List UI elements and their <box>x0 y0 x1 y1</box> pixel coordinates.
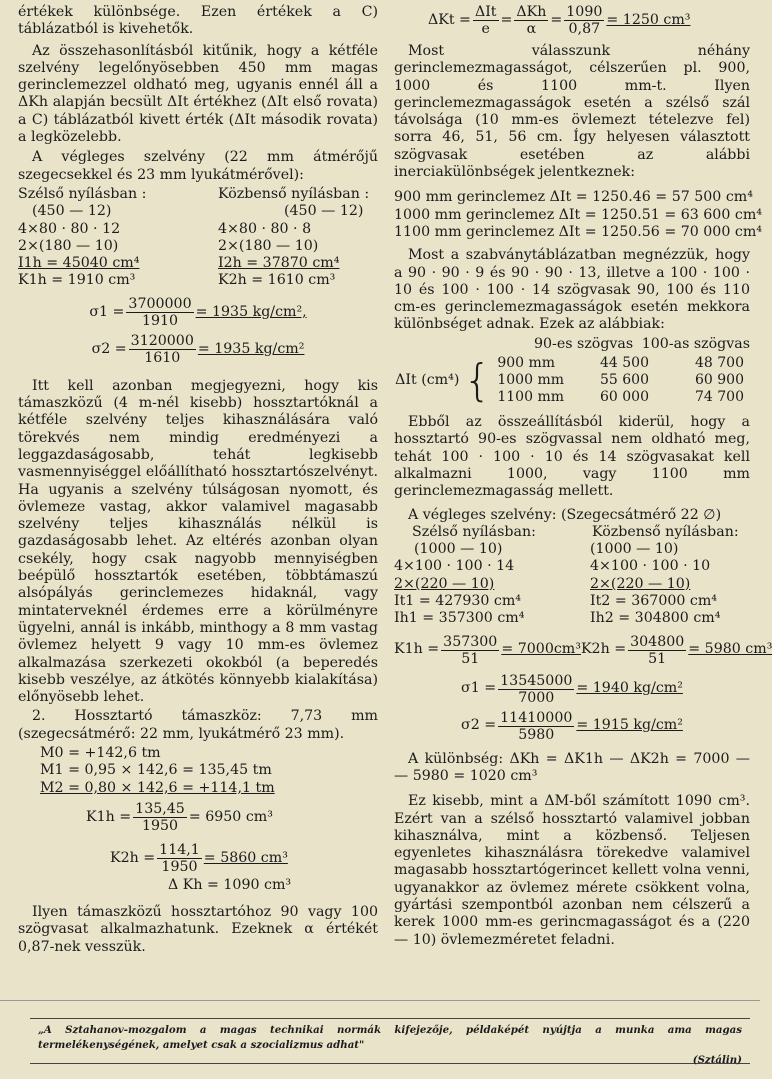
cell: 1100 mm <box>497 389 564 406</box>
equation: M2 = 0,80 × 142,6 = +114,1 tm <box>40 779 275 796</box>
cell: I2h = 37870 cm⁴ <box>218 255 340 272</box>
cell: 900 mm <box>497 355 556 372</box>
fraction <box>133 801 187 834</box>
paragraph: Ez kisebb, mint a ΔM-ből számított 1090 cm³. Ezért van a szélső hossztartó valamivel jobban kihasználva, mint a közbenső. Teljesen egyenletes kihasználásra törekedve valamivel magasabb hossztartógerincet kellett volna venni, ugyanakkor az övlemez mérete csökkent volna, gyártási szempontból azonban nem célszerű a kerek 1000 mm-es gerincmagasságot és a (220 — 10) övlemezméretet feladni. <box>394 793 750 948</box>
paragraph: Ebből az összeállításból kiderül, hogy a hossztartó 90-es szögvassal nem oldható meg, tehát 100 · 100 · 10 és 14 szögvasakat kell alkalmazni 1000, vagy 1100 mm gerinclemezmagasság mellett. <box>394 414 750 500</box>
numerator: ΔIt <box>474 4 497 20</box>
table-row <box>18 203 378 220</box>
table-row <box>491 372 750 389</box>
denominator: e <box>481 21 490 37</box>
eq-lhs: σ1 = <box>89 303 125 320</box>
fraction <box>129 333 196 366</box>
cell: (450 — 12) <box>32 203 112 220</box>
eq-lhs: K1h = <box>86 808 132 825</box>
denominator: 7000 <box>518 689 555 706</box>
cell: 4×80 · 80 · 12 <box>18 220 121 237</box>
cell: (450 — 12) <box>284 203 364 220</box>
cell: 55 600 <box>600 372 649 389</box>
section-table-header <box>394 524 750 541</box>
equation: M0 = +142,6 tm <box>40 744 161 761</box>
brace-icon: { <box>463 354 492 406</box>
cell: 48 700 <box>695 355 744 372</box>
eq-rhs: = 1935 kg/cm² <box>197 340 305 357</box>
numerator: ΔKh <box>516 4 547 20</box>
cell: 4×100 · 100 · 10 <box>590 558 711 575</box>
list-item: 1000 mm gerinclemez ΔIt = 1250.51 = 63 600 cm⁴ <box>394 206 762 223</box>
equation <box>394 4 750 37</box>
cell: 60 900 <box>695 372 744 389</box>
column-heading: Közbenső nyílásban : <box>218 185 370 202</box>
numerator: 304800 <box>630 633 685 650</box>
cell: K1h = 1910 cm³ <box>18 272 136 289</box>
equation <box>18 842 378 875</box>
numerator: 3120000 <box>130 332 194 349</box>
fraction <box>514 4 548 37</box>
equation <box>18 296 378 329</box>
cell: I1h = 45040 cm⁴ <box>18 255 140 272</box>
eq-lhs: K2h = <box>580 641 627 658</box>
cell: K2h = 1610 cm³ <box>218 272 336 289</box>
paragraph: értékek különbsége. Ezen értékek a C) táblázatból is kivehetők. <box>18 4 378 38</box>
column-heading: Szélső nyílásban : <box>18 185 147 202</box>
table-header <box>394 336 750 353</box>
paragraph: 2. Hossztartó támaszköz: 7,73 mm (szegecsátmérő: 22 mm, lyukátmérő 23 mm). <box>18 708 378 742</box>
cell: 2×(220 — 10) <box>590 575 691 592</box>
numerator: 3700000 <box>128 295 192 312</box>
inertia-table <box>394 355 750 406</box>
paragraph: A különbség: ΔKh = ΔK1h — ΔK2h = 7000 — — 5980 = 1020 cm³ <box>394 750 750 784</box>
table-row <box>18 272 378 289</box>
denominator: 1910 <box>141 312 179 329</box>
cell: It2 = 367000 cm⁴ <box>590 593 717 610</box>
column-heading: 100-as szögvas <box>641 335 750 352</box>
eq-rhs: = 1915 kg/cm² <box>576 717 683 734</box>
inertia-list <box>394 189 762 241</box>
eq-rhs: = 1940 kg/cm² <box>576 680 683 697</box>
divider <box>0 1000 760 1001</box>
numerator: 357300 <box>443 633 498 650</box>
table-row <box>394 558 750 575</box>
left-column <box>18 4 378 956</box>
equation <box>394 633 772 667</box>
list-item: 900 mm gerinclemez ΔIt = 1250.46 = 57 500 cm⁴ <box>394 189 753 206</box>
eq-rhs: = 1935 kg/cm², <box>195 303 307 320</box>
denominator: α <box>526 21 537 37</box>
numerator: 135,45 <box>135 800 185 817</box>
eq-lhs: ΔKt = <box>428 11 471 28</box>
column-heading: 90-es szögvas <box>534 335 634 352</box>
footer-quote: „A Sztahanov-mozgalom a magas technikai normák kifejezője, példaképét nyújtja a munka ama magas termelékenységének, amelyet csak a szocializmus adhat" <box>38 1024 742 1051</box>
eq-lhs: σ1 = <box>461 680 497 697</box>
equation <box>394 673 750 706</box>
cell: It1 = 427930 cm⁴ <box>394 593 521 610</box>
fraction <box>628 634 686 667</box>
denominator: 51 <box>648 650 667 667</box>
paragraph: Most a szabványtáblázatban megnézzük, hogy a 90 · 90 · 9 és 90 · 90 · 13, illetve a 100 · 100 · 10 és 100 · 100 · 14 szögvasak 90, 100 és 110 cm-es gerinclemezmagasságok esetén mekkora különbséget adnak. Ezek az alábbiak: <box>394 247 750 333</box>
numerator: 13545000 <box>500 672 573 689</box>
fraction <box>473 4 499 37</box>
cell: Ih2 = 304800 cm⁴ <box>590 610 721 627</box>
denominator: 1950 <box>141 817 179 834</box>
equation: M1 = 0,95 × 142,6 = 135,45 tm <box>40 762 272 779</box>
eq-rhs: = 7000cm³ <box>501 641 581 658</box>
cell: 4×80 · 80 · 8 <box>218 220 312 237</box>
equals: = <box>550 11 563 28</box>
moment-block <box>18 745 378 797</box>
cell: 2×(180 — 10) <box>18 237 119 254</box>
equation <box>18 801 378 834</box>
fraction <box>498 710 574 743</box>
eq-rhs: = 6950 cm³ <box>188 808 273 825</box>
table-row <box>394 610 750 627</box>
table-row <box>491 355 750 372</box>
denominator: 0,87 <box>568 21 601 37</box>
table-row <box>18 255 378 272</box>
denominator: 51 <box>461 650 480 667</box>
fraction <box>564 4 604 37</box>
numerator: 1090 <box>566 4 603 20</box>
denominator: 5980 <box>518 726 555 743</box>
table-row <box>491 389 750 406</box>
eq-lhs: K2h = <box>110 849 156 866</box>
paragraph: A végleges szelvény: (Szegecsátmérő 22 ∅) <box>408 506 722 523</box>
column-heading: Szélső nyílásban: <box>412 523 536 540</box>
right-column <box>394 4 772 949</box>
paragraph: Itt kell azonban megjegyezni, hogy kis támaszközű (4 m-nél kisebb) hossztartóknál a kétféle szelvény teljes kihasználására való törekvés nem mindig eredményezi a leggazdaságosabb, tehát legkisebb vasmennyiséggel előállítható hossztartószelvényt. Ha ugyanis a szelvény túlságosan nyomott, és övlemeze vastag, akkor valamivel magasabb szelvény teljes kihasználás nélkül is gazdaságosabb lehet. Az eltérés azonban olyan csekély, hogy csak nagyobb mennyiségben beépülő hossztartók esetében, többtámaszú alsópályás gerinclemezes hidaknál, vagy mintaterveknél érdemes erre a körülményre ügyelni, annál is inkább, minthogy a 8 mm vastag övlemez helyett 9 vagy 10 mm-es övlemez alkalmazása szerkezeti okokból (a beperedés kisebb veszélye, az átkötés könnyebb kialakítása) előnyösebb lehet. <box>18 377 378 706</box>
fraction <box>441 634 499 667</box>
equation <box>18 333 378 366</box>
equals: = <box>500 11 513 28</box>
fraction <box>126 296 193 329</box>
table-row <box>394 576 750 593</box>
fraction <box>498 673 574 706</box>
equation <box>394 710 750 743</box>
paragraph: Ilyen támaszközű hossztartóhoz 90 vagy 100 szögvasat alkalmazhatunk. Ezeknek α értékét 0,87-nek vesszük. <box>18 904 378 955</box>
column-heading: Közbenső nyílásban: <box>592 523 739 540</box>
fraction <box>157 842 202 875</box>
table-row <box>394 541 750 558</box>
cell: 4×100 · 100 · 14 <box>394 558 515 575</box>
cell: 44 500 <box>600 355 649 372</box>
equation: Δ Kh = 1090 cm³ <box>168 876 292 893</box>
list-item: 1100 mm gerinclemez ΔIt = 1250.56 = 70 000 cm⁴ <box>394 223 762 240</box>
table-label: ΔIt (cm⁴) <box>395 371 460 388</box>
eq-rhs: = 1250 cm³ <box>606 11 691 28</box>
cell: 2×(180 — 10) <box>218 237 319 254</box>
eq-lhs: σ2 = <box>461 717 497 734</box>
paragraph: Most válasszunk néhány gerinclemezmagasságot, célszerűen pl. 900, 1000 és 1100 mm-t. Ilyen gerinclemezmagasságok esetén a szélső szál távolsága (10 mm-es övlemezt tételezve fel) sorra 46, 51, 56 cm. Így helyesen választott szögvasak esetében az alábbi inerciakülönbségek jelentkeznek: <box>394 43 750 181</box>
eq-rhs: = 5980 cm³ <box>688 641 772 658</box>
cell: 60 000 <box>600 389 649 406</box>
table-row <box>18 221 378 238</box>
numerator: 11410000 <box>500 709 573 726</box>
cell: (1000 — 10) <box>414 541 503 558</box>
cell: 74 700 <box>695 389 744 406</box>
table-row <box>18 238 378 255</box>
section-table-header <box>18 186 378 203</box>
data-table <box>491 355 750 406</box>
cell: 1000 mm <box>497 372 564 389</box>
cell: Ih1 = 357300 cm⁴ <box>394 610 525 627</box>
paragraph: Az összehasonlításból kitűnik, hogy a kétféle szelvény legelőnyösebben 450 mm magas gerinclemezzel oldható meg, ugyanis ennél áll a ΔKh alapján becsült ΔIt értékhez (ΔIt első rovata) a C) táblázatból kivett érték (ΔIt második rovata) a legközelebb. <box>18 42 378 146</box>
table-row <box>394 593 750 610</box>
numerator: 114,1 <box>159 841 200 858</box>
eq-lhs: K1h = <box>394 641 440 658</box>
denominator: 1950 <box>161 858 198 875</box>
footer-quote-box <box>30 1018 750 1064</box>
footer-source: (Sztálin) <box>692 1054 742 1066</box>
cell: 2×(220 — 10) <box>394 575 495 592</box>
eq-rhs: = 5860 cm³ <box>203 849 288 866</box>
paragraph: A végleges szelvény (22 mm átmérőjű szegecsekkel és 23 mm lyukátmérővel): <box>18 149 378 183</box>
denominator: 1610 <box>144 349 181 366</box>
cell: (1000 — 10) <box>590 541 679 558</box>
eq-lhs: σ2 = <box>91 340 127 357</box>
